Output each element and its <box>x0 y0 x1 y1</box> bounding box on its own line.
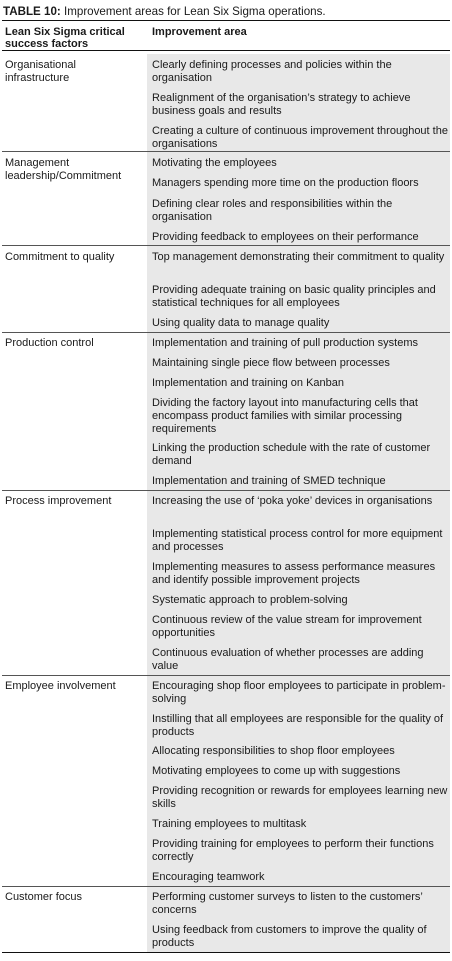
improvement-item: Instilling that all employees are responsible for the quality of products <box>152 713 444 738</box>
improvement-item: Providing feedback to employees on their performance <box>152 231 419 243</box>
factor-cell: Organisational infrastructure <box>5 59 76 84</box>
table-caption-text: Improvement areas for Lean Six Sigma operations. <box>60 5 326 18</box>
improvement-item: Implementing statistical process control for more equipment and processes <box>152 528 443 553</box>
improvement-item: Encouraging shop floor employees to participate in problem-solving <box>152 680 446 705</box>
improvement-item: Dividing the factory layout into manufacturing cells that encompass product families with similar processing requirements <box>152 397 418 435</box>
column-header-factors: Lean Six Sigma critical success factors <box>5 26 125 50</box>
improvement-item: Using quality data to manage quality <box>152 317 330 329</box>
improvement-item: Linking the production schedule with the rate of customer demand <box>152 442 431 467</box>
improvement-item: Implementation and training of SMED technique <box>152 475 386 487</box>
factor-cell: Customer focus <box>5 891 83 903</box>
improvement-item: Increasing the use of ‘poka yoke’ devices in organisations <box>152 495 433 507</box>
factor-cell: Management leadership/Commitment <box>5 157 122 182</box>
improvement-item: Using feedback from customers to improve the quality of products <box>152 924 427 949</box>
factor-cell: Employee involvement <box>5 680 116 692</box>
group-divider <box>2 675 450 676</box>
group-divider <box>2 490 450 491</box>
improvement-item: Top management demonstrating their commitment to quality <box>152 251 445 263</box>
improvement-item: Training employees to multitask <box>152 818 307 830</box>
factor-cell: Production control <box>5 337 94 349</box>
improvement-item: Continuous review of the value stream for improvement opportunities <box>152 614 422 639</box>
improvement-item: Implementation and training of pull production systems <box>152 337 418 349</box>
group-divider <box>2 886 450 887</box>
factor-cell: Commitment to quality <box>5 251 115 263</box>
improvement-item: Managers spending more time on the production floors <box>152 177 419 189</box>
table-top-rule <box>2 20 450 21</box>
improvement-item: Motivating employees to come up with suggestions <box>152 765 401 777</box>
improvement-item: Systematic approach to problem-solving <box>152 594 348 606</box>
factor-cell: Process improvement <box>5 495 112 507</box>
improvement-item: Creating a culture of continuous improvement throughout the organisations <box>152 125 448 150</box>
table-caption <box>3 4 326 19</box>
improvement-item: Encouraging teamwork <box>152 871 265 883</box>
improvement-item: Implementation and training on Kanban <box>152 377 345 389</box>
improvement-item: Continuous evaluation of whether processes are adding value <box>152 647 424 672</box>
improvement-item: Maintaining single piece flow between processes <box>152 357 390 369</box>
group-divider <box>2 245 450 246</box>
improvement-item: Defining clear roles and responsibilities within the organisation <box>152 198 393 223</box>
table-caption-label: TABLE 10: <box>3 5 61 18</box>
improvement-item: Implementing measures to assess performance measures and identify possible improvement projects <box>152 561 436 586</box>
improvement-item: Allocating responsibilities to shop floor employees <box>152 745 395 757</box>
group-divider <box>2 332 450 333</box>
column-header-improvement-area: Improvement area <box>152 26 247 38</box>
improvement-item: Clearly defining processes and policies within the organisation <box>152 59 392 84</box>
table-bottom-rule <box>2 952 450 953</box>
header-rule <box>2 50 450 51</box>
improvement-item: Motivating the employees <box>152 157 277 169</box>
improvement-item: Providing adequate training on basic quality principles and statistical techniques for all employees <box>152 284 436 309</box>
improvement-item: Performing customer surveys to listen to the customers’ concerns <box>152 891 423 916</box>
improvement-item: Providing training for employees to perform their functions correctly <box>152 838 434 863</box>
improvement-item: Providing recognition or rewards for employees learning new skills <box>152 785 448 810</box>
group-divider <box>2 151 450 152</box>
improvement-item: Realignment of the organisation’s strategy to achieve business goals and results <box>152 92 411 117</box>
